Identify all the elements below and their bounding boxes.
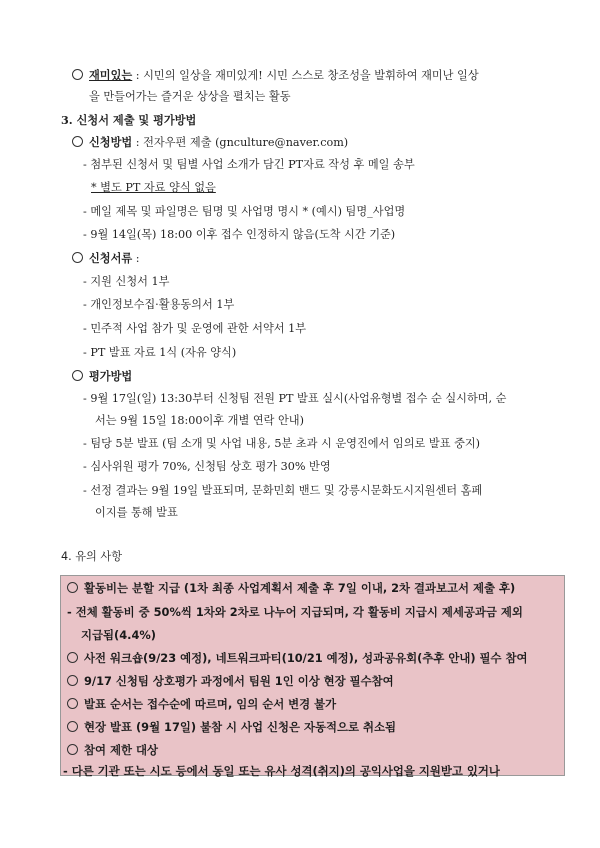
note-2: - 전체 활동비 중 50%씩 1차와 2차로 나누어 지급되며, 각 활동비 지급시 제세공과금 제외 xyxy=(67,605,523,619)
eval-line-4-cont: 이지를 통해 발표 xyxy=(95,506,178,519)
eval-line-1: - 9월 17일(일) 13:30부터 신청팀 전원 PT 발표 실시(사업유형별 접수 순 실시하며, 순 xyxy=(83,392,507,405)
circle-bullet-icon xyxy=(67,744,78,755)
method-line-1: - 첨부된 신청서 및 팀별 사업 소개가 담긴 PT자료 작성 후 메일 송부 xyxy=(83,158,415,171)
note-5: 발표 순서는 접수순에 따르며, 임의 순서 변경 불가 xyxy=(67,697,336,711)
eval-line-3: - 심사위원 평가 70%, 신청팀 상호 평가 30% 반영 xyxy=(83,460,331,473)
method-label: 신청방법 xyxy=(89,135,133,149)
circle-bullet-icon xyxy=(72,69,83,80)
note-8: - 다른 기관 또는 시도 등에서 동일 또는 유사 성격(취지)의 공익사업을 지원받고 있거나 xyxy=(63,764,500,778)
method-text: : 전자우편 제출 (gnculture@naver.com) xyxy=(132,136,349,149)
fun-text-cont: 을 만들어가는 즐거운 상상을 펼치는 활동 xyxy=(89,90,291,103)
note-7: 참여 제한 대상 xyxy=(67,743,158,757)
circle-bullet-icon xyxy=(72,370,83,381)
note-3: 사전 워크숍(9/23 예정), 네트워크파티(10/21 예정), 성과공유회(추후 안내) 필수 참여 xyxy=(67,651,528,665)
method-note: * 별도 PT 자료 양식 없음 xyxy=(91,181,216,194)
eval-line-1-cont: 서는 9월 15일 18:00이후 개별 연락 안내) xyxy=(95,414,304,427)
eval-item xyxy=(72,369,132,384)
docs-line-3: - 민주적 사업 참가 및 운영에 관한 서약서 1부 xyxy=(83,322,307,335)
circle-bullet-icon xyxy=(67,582,78,593)
method-item xyxy=(72,135,348,150)
note-4: 9/17 신청팀 상호평가 과정에서 팀원 1인 이상 현장 필수참여 xyxy=(67,674,394,688)
eval-label: 평가방법 xyxy=(89,369,133,383)
section4-heading: 4. 유의 사항 xyxy=(61,550,123,563)
eval-line-2: - 팀당 5분 발표 (팀 소개 및 사업 내용, 5분 초과 시 운영진에서 임의로 발표 중지) xyxy=(83,437,481,450)
circle-bullet-icon xyxy=(72,252,83,263)
docs-line-1: - 지원 신청서 1부 xyxy=(83,275,170,288)
fun-label: 재미있는 xyxy=(89,68,133,82)
docs-colon: : xyxy=(132,252,140,265)
fun-item xyxy=(72,68,479,83)
note-6: 현장 발표 (9월 17일) 불참 시 사업 신청은 자동적으로 취소됨 xyxy=(67,720,396,734)
docs-line-4: - PT 발표 자료 1식 (자유 양식) xyxy=(83,346,237,359)
circle-bullet-icon xyxy=(72,136,83,147)
method-line-3: - 9월 14일(목) 18:00 이후 접수 인정하지 않음(도착 시간 기준) xyxy=(83,228,396,241)
circle-bullet-icon xyxy=(67,675,78,686)
circle-bullet-icon xyxy=(67,698,78,709)
note-2-cont: 지급됨(4.4%) xyxy=(81,628,157,642)
fun-text: : 시민의 일상을 재미있게! 시민 스스로 창조성을 발휘하여 재미난 일상 xyxy=(132,69,479,82)
docs-label: 신청서류 xyxy=(89,251,133,265)
circle-bullet-icon xyxy=(67,721,78,732)
docs-line-2: - 개인정보수집·활용동의서 1부 xyxy=(83,298,235,311)
method-line-2: - 메일 제목 및 파일명은 팀명 및 사업명 명시 * (예시) 팀명_사업명 xyxy=(83,205,406,218)
section3-heading: 3. 신청서 제출 및 평가방법 xyxy=(61,113,197,127)
note-1: 활동비는 분할 지급 (1차 최종 사업계획서 제출 후 7일 이내, 2차 결과보고서 제출 후) xyxy=(67,581,515,595)
docs-item xyxy=(72,251,140,266)
circle-bullet-icon xyxy=(67,652,78,663)
eval-line-4: - 선정 결과는 9월 19일 발표되며, 문화민회 밴드 및 강릉시문화도시지원센터 홈페 xyxy=(83,484,483,497)
